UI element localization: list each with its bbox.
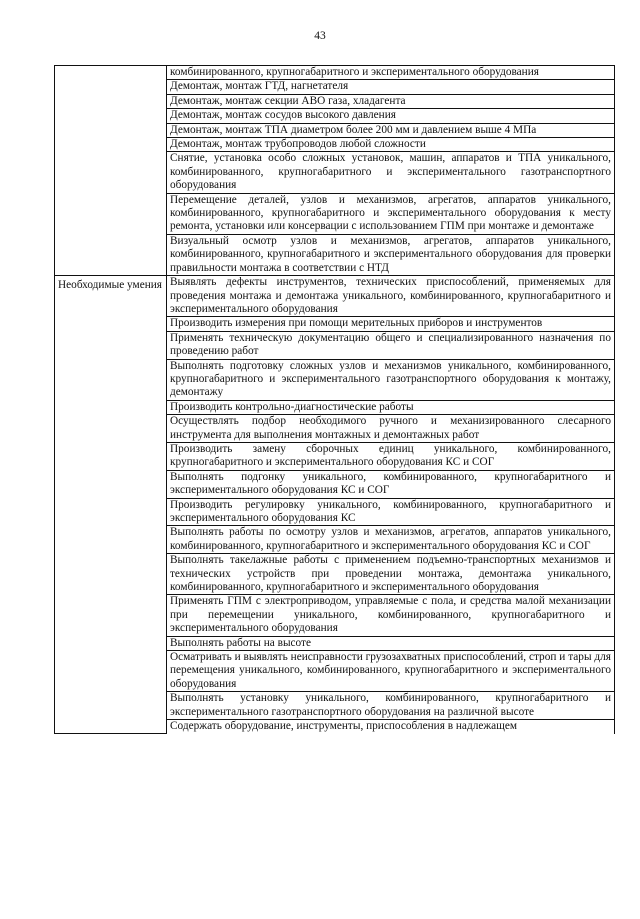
labor-action-row-text: Снятие, установка особо сложных установок, машин, аппаратов и ТПА уникального, комбинированного, крупногабаритного и экспериментального газотранспортного оборудования bbox=[167, 152, 615, 193]
professional-standard-table bbox=[54, 65, 615, 734]
skill-row-text: Выполнять подготовку сложных узлов и механизмов уникального, комбинированного, крупногабаритного и экспериментального газотранспортного оборудования к монтажу, демонтажу bbox=[167, 359, 615, 400]
labor-action-row-text: Демонтаж, монтаж ГТД, нагнетателя bbox=[167, 80, 615, 94]
labor-action-row-text: Демонтаж, монтаж сосудов высокого давления bbox=[167, 109, 615, 123]
skill-row-text: Производить контрольно-диагностические работы bbox=[167, 400, 615, 414]
skill-row-text: Применять техническую документацию общего и специализированного назначения по проведению работ bbox=[167, 331, 615, 359]
skill-row-text: Выполнять работы на высоте bbox=[167, 636, 615, 650]
skill-row-text: Содержать оборудование, инструменты, приспособления в надлежащем bbox=[167, 720, 615, 734]
skill-row-text: Выполнять установку уникального, комбинированного, крупногабаритного и экспериментального газотранспортного оборудования на различной высоте bbox=[167, 692, 615, 720]
skill-row-text: Производить измерения при помощи мерительных приборов и инструментов bbox=[167, 317, 615, 331]
skill-row-text: Выполнять подгонку уникального, комбинированного, крупногабаритного и экспериментального оборудования КС и СОГ bbox=[167, 470, 615, 498]
labor-action-row-text: Демонтаж, монтаж секции АВО газа, хладагента bbox=[167, 94, 615, 108]
labor-action-row-text: комбинированного, крупногабаритного и экспериментального оборудования bbox=[167, 66, 615, 80]
labor-actions-label-cell bbox=[55, 66, 167, 276]
skill-row-text: Осуществлять подбор необходимого ручного и механизированного слесарного инструмента для выполнения монтажных и демонтажных работ bbox=[167, 415, 615, 443]
skills-label: Необходимые умения bbox=[55, 276, 167, 734]
page-number: 43 bbox=[314, 30, 326, 42]
skill-row-text: Производить замену сборочных единиц уникального, комбинированного, крупногабаритного и экспериментального оборудования КС и СОГ bbox=[167, 442, 615, 470]
skill-row-text: Производить регулировку уникального, комбинированного, крупногабаритного и экспериментального оборудования КС bbox=[167, 498, 615, 526]
labor-action-row-text: Перемещение деталей, узлов и механизмов, агрегатов, аппаратов уникального, комбинированного, крупногабаритного и экспериментального оборудования к месту ремонта, установки или консервации с использованием ГПМ при монтаже и демонтаже bbox=[167, 193, 615, 234]
skill-row-text: Выполнять такелажные работы с применением подъемно-транспортных механизмов и технических устройств при проведении монтажа, демонтажа уникального, комбинированного, крупногабаритного и экспериментального оборудования bbox=[167, 554, 615, 595]
labor-action-row-text: Демонтаж, монтаж трубопроводов любой сложности bbox=[167, 138, 615, 152]
labor-action-row-text: Визуальный осмотр узлов и механизмов, агрегатов, аппаратов уникального, комбинированного, крупногабаритного и экспериментального оборудования для проверки правильности монтажа в соответствии с НТД bbox=[167, 234, 615, 275]
labor-action-row bbox=[55, 66, 615, 80]
skill-row-text: Выявлять дефекты инструментов, технических приспособлений, применяемых для проведения монтажа и демонтажа уникального, комбинированного, крупногабаритного и экспериментального оборудования bbox=[167, 276, 615, 317]
labor-action-row-text: Демонтаж, монтаж ТПА диаметром более 200 мм и давлением выше 4 МПа bbox=[167, 123, 615, 137]
skill-row-text: Выполнять работы по осмотру узлов и механизмов, агрегатов, аппаратов уникального, комбинированного, крупногабаритного и экспериментального оборудования КС и СОГ bbox=[167, 526, 615, 554]
skill-row-text: Осматривать и выявлять неисправности грузозахватных приспособлений, строп и тары для перемещения уникального, комбинированного, крупногабаритного и экспериментального оборудования bbox=[167, 651, 615, 692]
skill-row-text: Применять ГПМ с электроприводом, управляемые с пола, и средства малой механизации при перемещении уникального, комбинированного, крупногабаритного и экспериментального оборудования bbox=[167, 595, 615, 636]
skill-row bbox=[55, 276, 615, 317]
